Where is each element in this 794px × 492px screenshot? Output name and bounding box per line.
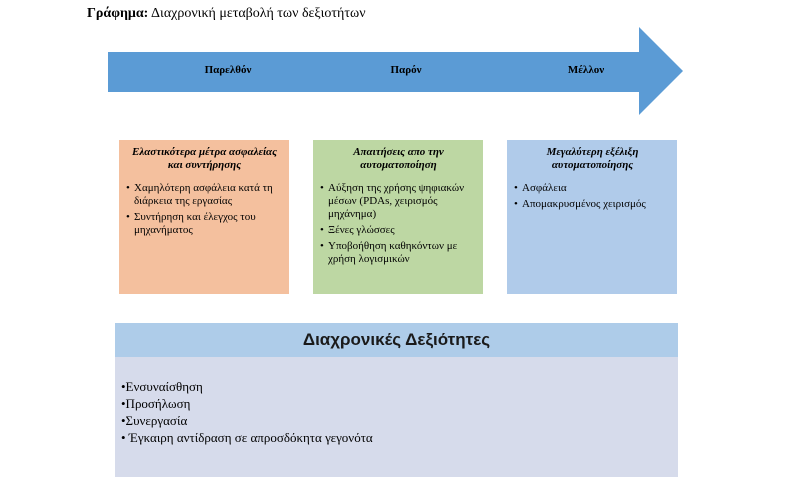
list-item: •Προσήλωση: [121, 396, 191, 411]
list-item: • Ασφάλεια: [514, 182, 671, 195]
phase-present: Παρόν: [390, 64, 422, 76]
phase-past: Παρελθόν: [204, 64, 252, 76]
phase-future: Μέλλον: [567, 64, 605, 76]
list-item: • Απομακρυσμένος χειρισμός: [514, 198, 671, 211]
list-item: •Ενσυναίσθηση: [121, 379, 203, 394]
future-box-list: [514, 182, 671, 211]
present-box-list: [320, 182, 477, 266]
future-box-title: Μεγαλύτερη εξέλιξη αυτοματοποίησης: [546, 146, 639, 171]
timeline-arrow: [0, 0, 794, 120]
list-item: • Χαμηλότερη ασφάλεια κατά τη διάρκεια της εργασίας: [126, 182, 283, 208]
list-item: • Συντήρηση και έλεγχος του μηχανήματος: [126, 211, 283, 237]
list-item: • Ξένες γλώσσες: [320, 224, 477, 237]
arrow-shape: [0, 0, 794, 120]
list-item: • Έγκαιρη αντίδραση σε απροσδόκητα γεγονότα: [121, 430, 373, 445]
present-skills-box: [313, 140, 483, 294]
past-box-title: Ελαστικότερα μέτρα ασφαλείας και συντήρησης: [131, 146, 278, 171]
list-item: •Συνεργασία: [121, 413, 188, 428]
timeless-skills-panel: [115, 323, 678, 477]
present-box-title: Απαιτήσεις απο την αυτοματοποίηση: [353, 146, 444, 171]
timeless-skills-list: [121, 378, 678, 446]
timeless-skills-heading: Διαχρονικές Δεξιότητες: [115, 323, 678, 357]
caption-label: Γράφημα:: [87, 6, 149, 21]
caption-text: Διαχρονική μεταβολή των δεξιοτήτων: [151, 6, 366, 21]
list-item: • Υποβοήθηση καθηκόντων με χρήση λογισμικών: [320, 240, 477, 266]
future-skills-box: [507, 140, 677, 294]
past-skills-box: [119, 140, 289, 294]
past-box-list: [126, 182, 283, 237]
list-item: • Αύξηση της χρήσης ψηφιακών μέσων (PDAs, χειρισμός μηχάνημα): [320, 182, 477, 221]
